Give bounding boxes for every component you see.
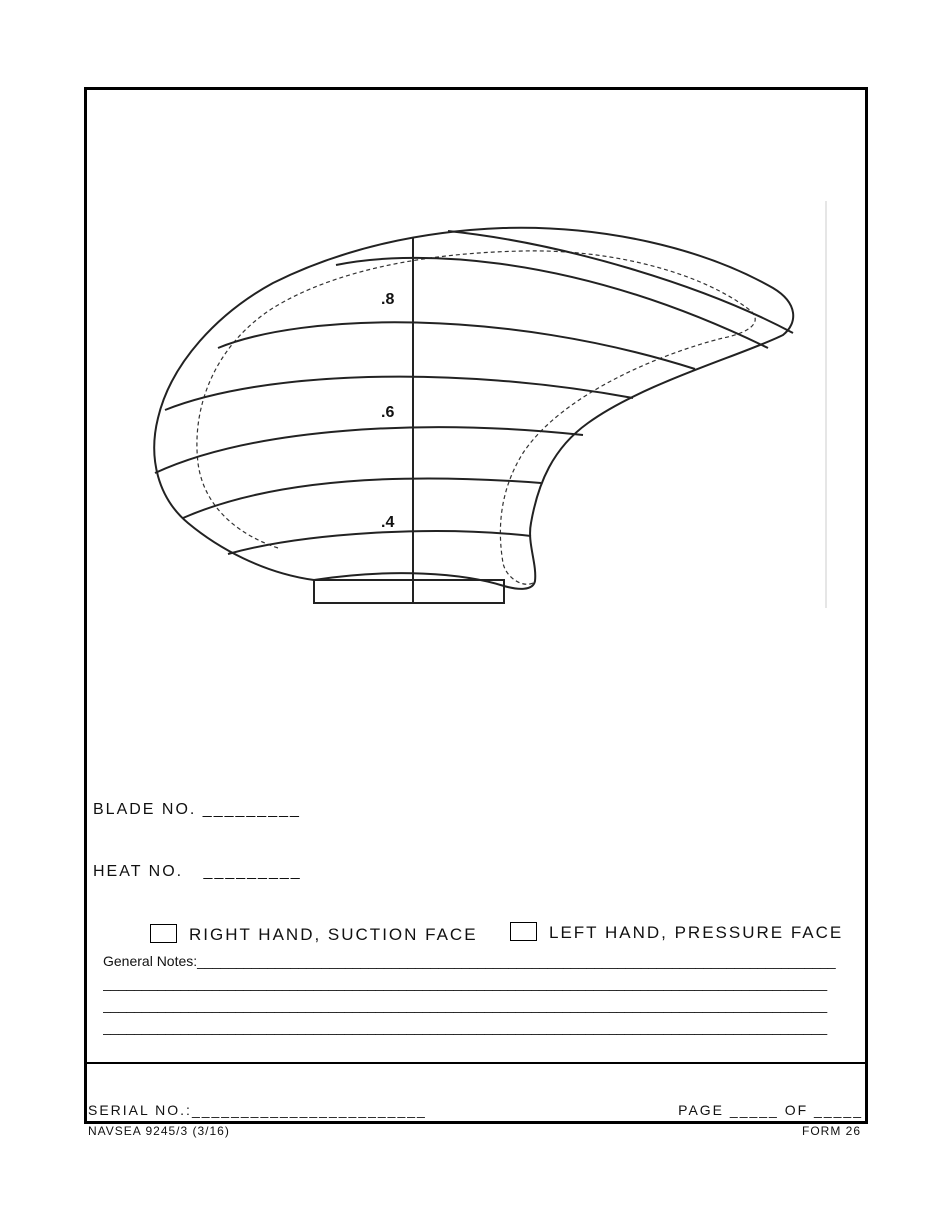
right-hand-label: RIGHT HAND, SUCTION FACE [189, 925, 478, 944]
general-notes[interactable] [103, 950, 845, 1038]
form-number: FORM 26 [801, 1124, 861, 1138]
form-id: NAVSEA 9245/3 (3/16) [88, 1124, 230, 1138]
right-hand-checkbox[interactable] [150, 924, 177, 943]
footer-divider [87, 1062, 865, 1064]
heat-no-field[interactable] [93, 863, 302, 881]
form-frame [84, 87, 868, 1124]
page-of-field[interactable]: PAGE _____ OF _____ [678, 1102, 863, 1118]
notes-line-4[interactable]: _____________________________________________________________________________________________ [103, 1019, 828, 1035]
notes-line-2[interactable]: _____________________________________________________________________________________________ [103, 975, 828, 991]
radius-label-06: .6 [381, 404, 395, 421]
left-hand-checkbox[interactable] [510, 922, 537, 941]
right-hand-option[interactable] [150, 924, 478, 945]
heat-no-label: HEAT NO. [93, 863, 184, 880]
left-hand-option[interactable] [510, 922, 843, 943]
radius-label-08: .8 [381, 291, 395, 308]
serial-no-field[interactable]: SERIAL NO.:________________________ [88, 1102, 427, 1118]
blade-no-field[interactable]: BLADE NO. _________ [93, 801, 301, 818]
left-hand-label: LEFT HAND, PRESSURE FACE [549, 923, 844, 942]
notes-label: General Notes: [103, 953, 198, 969]
heat-no-blank[interactable]: _________ [203, 863, 302, 880]
radius-label-04: .4 [381, 514, 395, 531]
notes-line-1-blank[interactable]: __________________________________________________________________________________ [197, 953, 836, 969]
notes-line-1[interactable] [103, 950, 845, 972]
notes-line-3[interactable]: _____________________________________________________________________________________________ [103, 997, 828, 1013]
